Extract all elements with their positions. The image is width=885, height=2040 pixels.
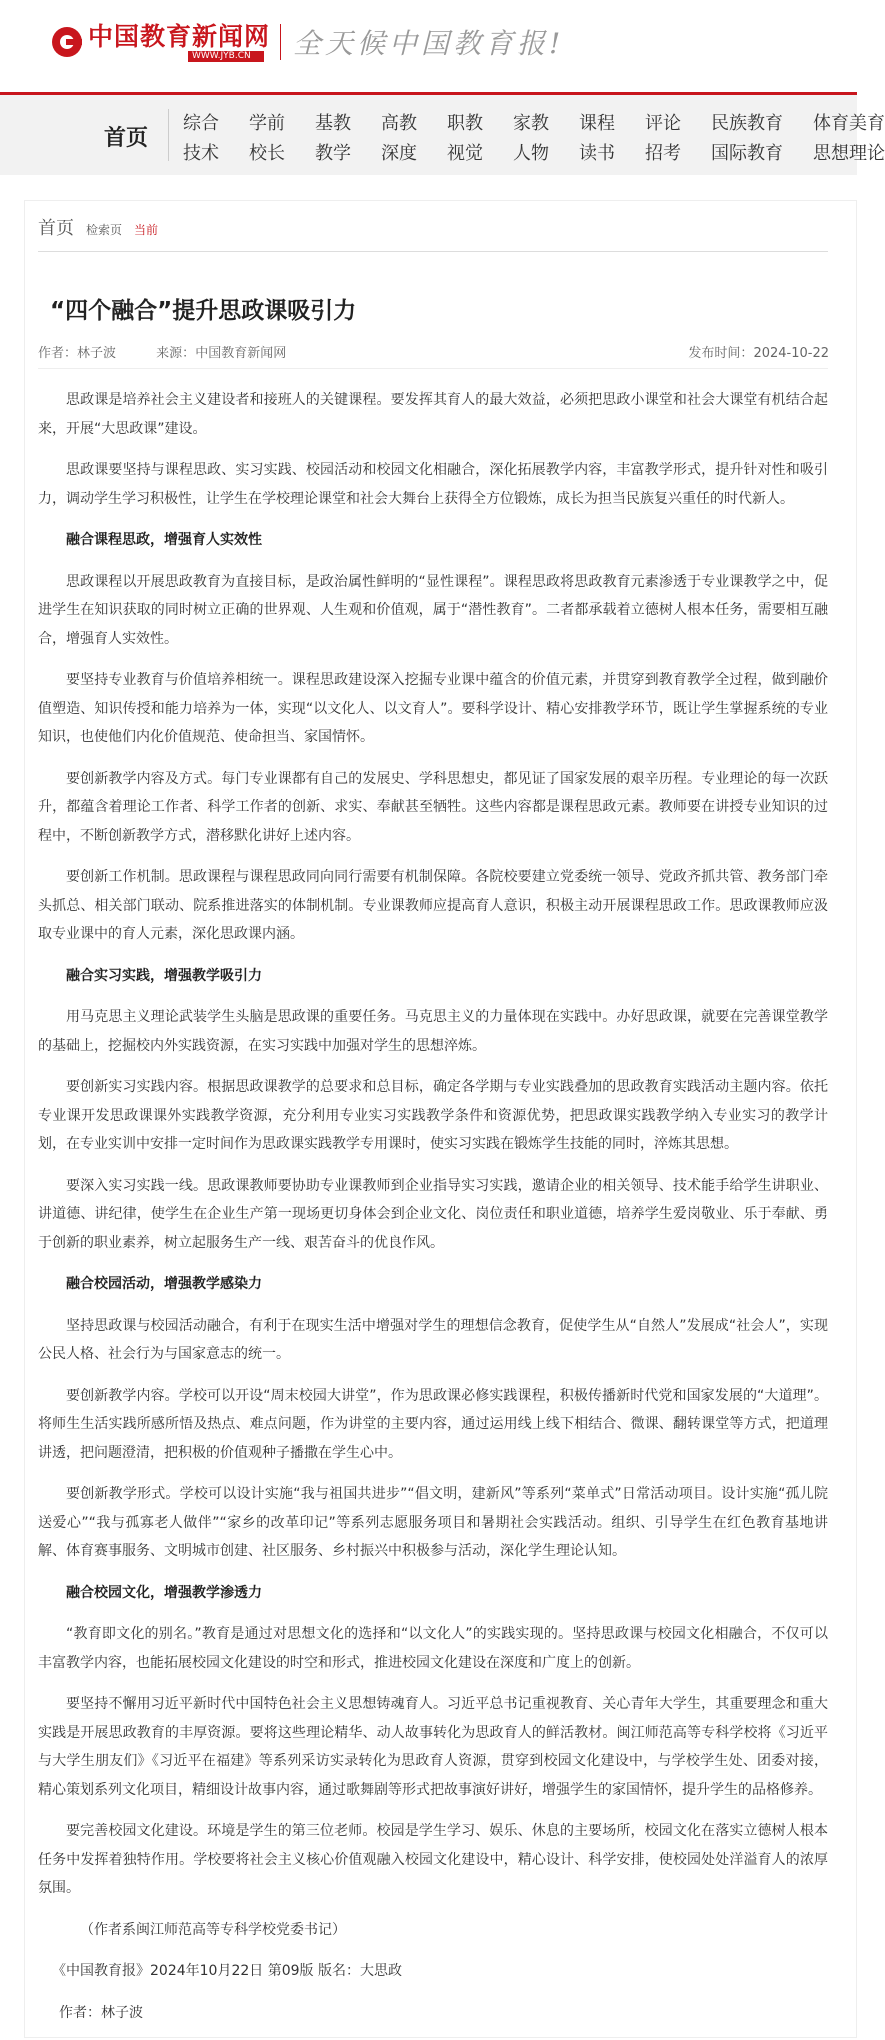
print-source: 《中国教育报》2024年10月22日 第09版 版名：大思政 — [52, 1963, 402, 1979]
article-byline: 作者：林子波 — [59, 2004, 143, 2021]
article-paragraph: 要坚持专业教育与价值培养相统一。课程思政建设深入挖掘专业课中蕴含的价值元素，并贯穿到教育教学全过程，做到融价值塑造、知识传授和能力培养为一体，实现“以文化人、以文育人”。要科学设计、精心安排教学环节，既让学生掌握系统的专业知识，也使他们内化价值规范、使命担当、家国情怀。 — [38, 672, 828, 745]
nav-item[interactable]: 招考 — [645, 143, 681, 164]
nav-item[interactable]: 深度 — [381, 143, 417, 164]
article-paragraph: 要创新实习实践内容。根据思政课教学的总要求和总目标，确定各学期与专业实践叠加的思政教育实践活动主题内容。依托专业课开发思政课课外实践教学资源，充分利用专业实习实践教学条件和资源优势，把思政课实践教学纳入专业实习的教学计划，在专业实训中安排一定时间作为思政课实践教学专用课时，使实习实践在锻炼学生技能的同时，淬炼其思想。 — [38, 1079, 828, 1152]
breadcrumb-current: 当前 — [134, 223, 159, 237]
logo-text: 中国教育新闻网 — [88, 21, 271, 51]
logo-divider — [280, 24, 281, 60]
article-title: “四个融合”提升思政课吸引力 — [50, 298, 357, 324]
article-body — [38, 386, 828, 2040]
nav-item[interactable]: 思想理论 — [813, 143, 885, 164]
nav-item[interactable]: 人物 — [513, 143, 549, 164]
logo-icon — [52, 27, 82, 57]
nav-item[interactable]: 校长 — [249, 143, 285, 164]
nav-item[interactable]: 国际教育 — [711, 143, 783, 164]
nav-home[interactable]: 首页 — [104, 126, 149, 151]
date-label: 发布时间： — [688, 346, 754, 361]
section-heading: 融合校园文化，增强教学渗透力 — [66, 1584, 262, 1601]
nav-item[interactable]: 民族教育 — [711, 113, 783, 134]
author-info — [38, 346, 134, 361]
article-paragraph: 思政课程以开展思政教育为直接目标，是政治属性鲜明的“显性课程”。课程思政将思政教育元素渗透于专业课教学之中，促进学生在知识获取的同时树立正确的世界观、人生观和价值观，属于“潜性教育”。二者都承载着立德树人根本任务，需要相互融合，增强育人实效性。 — [38, 573, 828, 647]
nav-item[interactable]: 技术 — [183, 143, 219, 164]
author-name: 林子波 — [77, 346, 117, 361]
breadcrumb-home[interactable]: 首页 — [38, 218, 74, 239]
section-heading: 融合课程思政，增强育人实效性 — [66, 532, 262, 548]
nav-item[interactable]: 教学 — [315, 143, 351, 164]
article-paragraph: 要深入实习实践一线。思政课教师要协助专业课教师到企业指导实习实践，邀请企业的相关领导、技术能手给学生讲职业、讲道德、讲纪律，使学生在企业生产第一现场更切身体会到企业文化、岗位责任和职业道德，培养学生爱岗敬业、乐于奉献、勇于创新的职业素养，树立起服务生产一线、艰苦奋斗的优良作风。 — [38, 1177, 828, 1251]
article-paragraph: 用马克思主义理论武装学生头脑是思政课的重要任务。马克思主义的力量体现在实践中。办好思政课，就要在完善课堂教学的基础上，挖掘校内外实践资源，在实习实践中加强对学生的思想淬炼。 — [38, 1009, 828, 1054]
article-paragraph: 要完善校园文化建设。环境是学生的第三位老师。校园是学生学习、娱乐、休息的主要场所，校园文化在落实立德树人根本任务中发挥着独特作用。学校要将社会主义核心价值观融入校园文化建设中，精心设计、科学安排，使校园处处洋溢育人的浓厚氛围。 — [38, 1823, 828, 1896]
site-header — [0, 0, 857, 94]
logo-url: WWW.JYB.CN — [188, 51, 264, 62]
nav-item[interactable]: 视觉 — [447, 143, 483, 164]
nav-item[interactable]: 课程 — [579, 113, 615, 134]
article-paragraph: 要创新教学内容。学校可以开设“周末校园大讲堂”，作为思政课必修实践课程，积极传播新时代党和国家发展的“大道理”。将师生生活实践所感所悟及热点、难点问题，作为讲堂的主要内容，通过运用线上线下相结合、微课、翻转课堂等方式，把道理讲透，把问题澄清，把积极的价值观种子播撒在学生心中。 — [38, 1387, 828, 1461]
article-paragraph: 思政课是培养社会主义建设者和接班人的关键课程。要发挥其育人的最大效益，必须把思政小课堂和社会大课堂有机结合起来，开展“大思政课”建设。 — [38, 392, 828, 437]
article-paragraph: 要创新教学形式。学校可以设计实施“我与祖国共进步”“倡文明，建新风”等系列“菜单式”日常活动项目。设计实施“孤儿院送爱心”“我与孤寡老人做伴”“家乡的改革印记”等系列志愿服务项目和暑期社会实践活动。组织、引导学生在红色教育基地讲解、体育赛事服务、文明城市创建、社区服务、乡村振兴中积极参与活动，深化学生理论认知。 — [38, 1486, 828, 1559]
article-paragraph: 要创新教学内容及方式。每门专业课都有自己的发展史、学科思想史，都见证了国家发展的艰辛历程。专业理论的每一次跃升，都蕴含着理论工作者、科学工作者的创新、求实、奉献甚至牺牲。这些内容都是课程思政元素。教师要在讲授专业知识的过程中，不断创新教学方式，潜移默化讲好上述内容。 — [38, 770, 828, 844]
article-paragraph: 要坚持不懈用习近平新时代中国特色社会主义思想铸魂育人。习近平总书记重视教育、关心青年大学生，其重要理念和重大实践是开展思政教育的丰厚资源。要将这些理论精华、动人故事转化为思政育人的鲜活教材。闽江师范高等专科学校将《习近平与大学生朋友们》《习近平在福建》等系列采访实录转化为思政育人资源，贯穿到校园文化建设中，与学校学生处、团委对接，精心策划系列文化项目，精细设计故事内容，通过歌舞剧等形式把故事演好讲好，增强学生的家国情怀，提升学生的品格修养。 — [38, 1696, 828, 1798]
nav-item[interactable]: 体育美育 — [813, 113, 885, 134]
author-label: 作者： — [38, 346, 78, 361]
article-paragraph: 坚持思政课与校园活动融合，有利于在现实生活中增强对学生的理想信念教育，促使学生从“自然人”发展成“社会人”，实现公民人格、社会行为与国家意志的统一。 — [38, 1317, 828, 1362]
section-heading: 融合校园活动，增强教学感染力 — [66, 1276, 262, 1292]
nav-item[interactable]: 基教 — [315, 113, 351, 134]
site-slogan: 全天候中国教育报! — [293, 27, 565, 60]
article-paragraph: 思政课要坚持与课程思政、实习实践、校园活动和校园文化相融合，深化拓展教学内容，丰富教学形式，提升针对性和吸引力，调动学生学习积极性，让学生在学校理论课堂和社会大舞台上获得全方位锻炼，成长为担当民族复兴重任的时代新人。 — [38, 462, 828, 507]
source-label: 来源： — [156, 346, 196, 361]
article-paragraph: 要创新工作机制。思政课程与课程思政同向同行需要有机制保障。各院校要建立党委统一领导、党政齐抓共管、教务部门牵头抓总、相关部门联动、院系推进落实的体制机制。专业课教师应提高育人意识，积极主动开展课程思政工作。思政课教师应汲取专业课中的育人元素，深化思政课内涵。 — [38, 869, 828, 942]
site-logo[interactable] — [52, 20, 564, 64]
nav-item[interactable]: 高教 — [381, 113, 417, 134]
nav-item[interactable]: 评论 — [645, 113, 681, 134]
publish-date — [688, 346, 829, 361]
meta-divider — [38, 368, 828, 369]
source-name: 中国教育新闻网 — [195, 346, 287, 361]
section-heading: 融合实习实践，增强教学吸引力 — [66, 967, 262, 984]
source-info — [156, 346, 304, 361]
nav-item[interactable]: 综合 — [183, 113, 219, 134]
date-value: 2024-10-22 — [753, 346, 829, 361]
nav-item[interactable]: 职教 — [447, 113, 483, 134]
main-nav — [0, 95, 885, 175]
nav-divider — [168, 109, 169, 161]
breadcrumb-divider — [38, 251, 828, 252]
breadcrumb — [38, 214, 158, 240]
article-paragraph: “教育即文化的别名。”教育是通过对思想文化的选择和“以文化人”的实践实现的。坚持思政课与校园文化相融合，不仅可以丰富教学内容，也能拓展校园文化建设的时空和形式，推进校园文化建设在深度和广度上的创新。 — [38, 1626, 828, 1671]
article-meta — [38, 342, 829, 361]
nav-item[interactable]: 学前 — [249, 113, 285, 134]
author-note: （作者系闽江师范高等专科学校党委书记） — [80, 1921, 346, 1938]
breadcrumb-search[interactable]: 检索页 — [86, 223, 123, 237]
nav-item[interactable]: 读书 — [579, 143, 615, 164]
nav-item[interactable]: 家教 — [513, 113, 549, 134]
